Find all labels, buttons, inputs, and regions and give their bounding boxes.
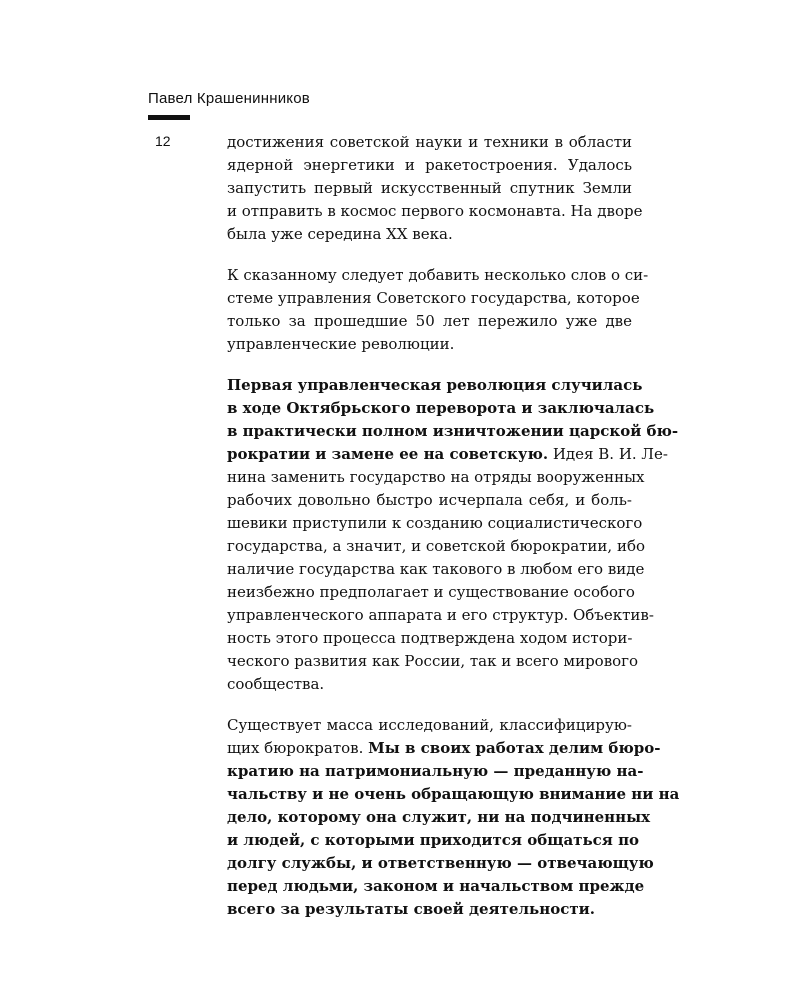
- text-line: [227, 131, 632, 154]
- text-segment: ядерной энергетики и ракетостроения. Удалось: [227, 156, 632, 174]
- text-segment: нина заменить государство на отряды вооруженных: [227, 468, 645, 486]
- text-line: [227, 443, 668, 466]
- text-line: [227, 806, 651, 829]
- bold-text-segment: Мы в своих работах делим бюро-: [368, 739, 661, 757]
- bold-text-segment: кратию на патримониальную — преданную на-: [227, 762, 644, 780]
- text-segment: К сказанному следует добавить несколько слов о си-: [227, 266, 649, 284]
- text-segment: Идея В. И. Ле-: [548, 445, 668, 463]
- paragraph: [227, 374, 679, 696]
- text-line: [227, 466, 645, 489]
- text-segment: стеме управления Советского государства, которое: [227, 289, 640, 307]
- text-line: [227, 581, 635, 604]
- paragraph: [227, 264, 649, 356]
- bold-text-segment: чальству и не очень обращающую внимание ни на: [227, 785, 680, 803]
- body-text: [227, 131, 680, 939]
- bold-text-segment: дело, которому она служит, ни на подчиненных: [227, 808, 651, 826]
- text-segment: запустить первый искусственный спутник Земли: [227, 179, 632, 197]
- text-line: [227, 852, 654, 875]
- text-segment: достижения советской науки и техники в области: [227, 133, 632, 151]
- text-segment: щих бюрократов.: [227, 739, 369, 757]
- text-line: [227, 783, 680, 806]
- text-line: [227, 420, 679, 443]
- text-line: [227, 898, 632, 921]
- bold-text-segment: в ходе Октябрьского переворота и заключалась: [227, 399, 655, 417]
- text-line: [227, 558, 645, 581]
- bold-text-segment: перед людьми, законом и начальством прежде: [227, 877, 645, 895]
- text-line: [227, 489, 632, 512]
- bold-text-segment: долгу службы, и ответственную — отвечающую: [227, 854, 654, 872]
- text-line: [227, 714, 632, 737]
- paragraph: [227, 131, 643, 246]
- text-line: [227, 737, 661, 760]
- text-segment: сообщества.: [227, 675, 325, 693]
- text-line: [227, 604, 654, 627]
- text-line: [227, 829, 640, 852]
- text-line: [227, 512, 643, 535]
- text-segment: наличие государства как такового в любом его виде: [227, 560, 645, 578]
- text-line: [227, 627, 632, 650]
- text-line: [227, 535, 646, 558]
- text-segment: ность этого процесса подтверждена ходом истори-: [227, 629, 633, 647]
- text-segment: государства, а значит, и советской бюрократии, ибо: [227, 537, 646, 555]
- text-line: [227, 200, 643, 223]
- bold-text-segment: всего за результаты своей деятельности.: [227, 900, 595, 918]
- text-line: [227, 310, 632, 333]
- text-segment: была уже середина XX века.: [227, 225, 453, 243]
- text-line: [227, 875, 645, 898]
- bold-text-segment: в практически полном изничтожении царской бю-: [227, 422, 679, 440]
- bold-text-segment: Первая управленческая революция случилась: [227, 376, 643, 394]
- text-segment: только за прошедшие 50 лет пережило уже две: [227, 312, 632, 330]
- text-line: [227, 760, 644, 783]
- text-segment: управленческие революции.: [227, 335, 455, 353]
- text-segment: управленческого аппарата и его структур. Объектив-: [227, 606, 654, 624]
- text-segment: и отправить в космос первого космонавта. На дворе: [227, 202, 643, 220]
- text-line: [227, 154, 632, 177]
- text-line: [227, 650, 639, 673]
- text-line: [227, 333, 632, 356]
- text-line: [227, 287, 640, 310]
- text-line: [227, 673, 632, 696]
- text-line: [227, 223, 632, 246]
- text-segment: Существует масса исследований, классифицирую-: [227, 716, 632, 734]
- text-segment: шевики приступили к созданию социалистического: [227, 514, 643, 532]
- bold-text-segment: рократии и замене ее на советскую.: [227, 445, 549, 463]
- page-number: 12: [155, 133, 171, 149]
- text-segment: неизбежно предполагает и существование особого: [227, 583, 635, 601]
- bold-text-segment: и людей, с которыми приходится общаться по: [227, 831, 640, 849]
- header-rule: [148, 115, 190, 120]
- text-line: [227, 397, 655, 420]
- text-line: [227, 264, 649, 287]
- text-line: [227, 374, 643, 397]
- paragraph: [227, 714, 680, 921]
- text-line: [227, 177, 632, 200]
- text-segment: ческого развития как России, так и всего мирового: [227, 652, 639, 670]
- running-head-author: Павел Крашенинников: [148, 90, 310, 107]
- text-segment: рабочих довольно быстро исчерпала себя, и боль-: [227, 491, 632, 509]
